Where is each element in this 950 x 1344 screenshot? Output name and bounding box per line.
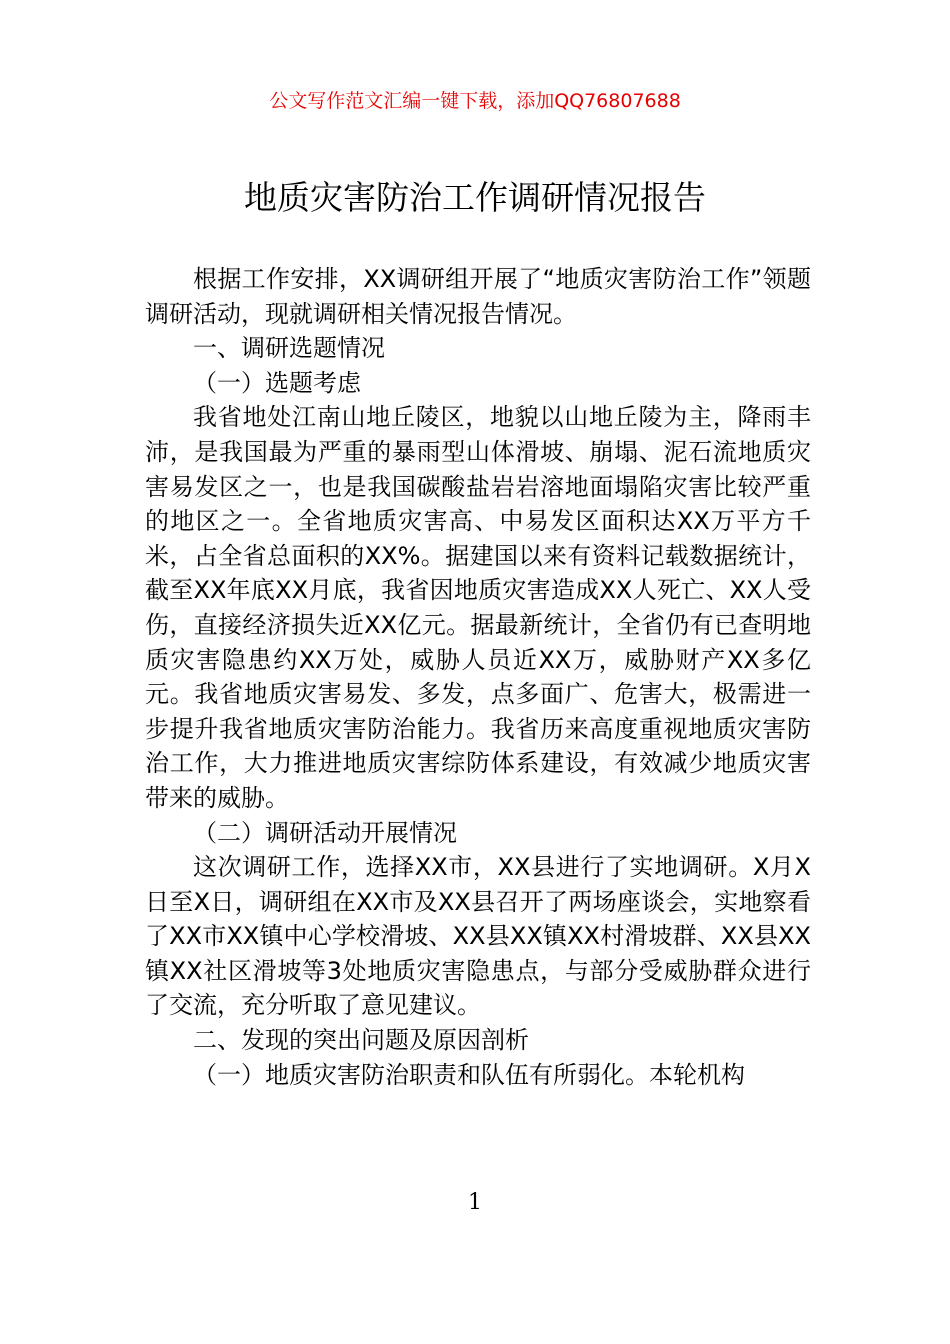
document-title: 地质灾害防治工作调研情况报告	[244, 178, 706, 217]
paragraph: 这次调研工作，选择XX市，XX县进行了实地调研。X月X日至X日，调研组在XX市及XX县召开了两场座谈会，实地察看了XX市XX镇中心学校滑坡、XX县XX镇XX村滑坡群、XX县XX镇XX社区滑坡等3处地质灾害隐患点，与部分受威胁群众进行了交流，充分听取了意见建议。	[145, 853, 811, 1020]
section-heading: 二、发现的突出问题及原因剖析	[193, 1026, 529, 1055]
subsection-heading: （一）选题考虑	[193, 368, 361, 397]
page-number: 1	[468, 1190, 482, 1215]
header-note: 公文写作范文汇编一键下载，添加QQ76807688	[269, 90, 681, 112]
document-body	[145, 262, 811, 1092]
section-heading: 一、调研选题情况	[193, 334, 385, 363]
paragraph: 我省地处江南山地丘陵区，地貌以山地丘陵为主，降雨丰沛，是我国最为严重的暴雨型山体滑坡、崩塌、泥石流地质灾害易发区之一，也是我国碳酸盐岩岩溶地面塌陷灾害比较严重的地区之一。全省地质灾害高、中易发区面积达XX万平方千米，占全省总面积的XX%。据建国以来有资料记载数据统计，截至XX年底XX月底，我省因地质灾害造成XX人死亡、XX人受伤，直接经济损失近XX亿元。据最新统计，全省仍有已查明地质灾害隐患约XX万处，威胁人员近XX万，威胁财产XX多亿元。我省地质灾害易发、多发，点多面广、危害大，极需进一步提升我省地质灾害防治能力。我省历来高度重视地质灾害防治工作，大力推进地质灾害综防体系建设，有效减少地质灾害带来的威胁。	[145, 403, 811, 812]
subsection-heading: （二）调研活动开展情况	[193, 818, 457, 847]
paragraph: 根据工作安排，XX调研组开展了“地质灾害防治工作”领题调研活动，现就调研相关情况报告情况。	[145, 265, 811, 328]
paragraph: （一）地质灾害防治职责和队伍有所弱化。本轮机构	[193, 1060, 745, 1089]
